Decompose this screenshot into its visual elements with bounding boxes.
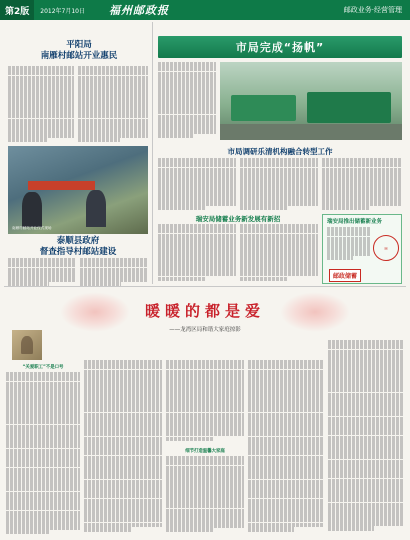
feature-heading: [110, 300, 300, 356]
delivery-headline: 市局完成“扬帆”: [158, 36, 402, 58]
pingyang-photo: [8, 146, 148, 234]
savings-promo-box: [322, 214, 402, 284]
feature-subhead-care: “关爱职工”不是口号: [22, 365, 64, 370]
pingyang-photo-caption: 南雁村邮站开业仪式现场: [12, 226, 52, 230]
page-label: 第2版: [0, 0, 34, 20]
pingyang-headline-line1: 平阳局: [66, 40, 92, 50]
postal-savings-logo: 邮政储蓄: [329, 269, 361, 282]
pingyang-headline: [10, 40, 148, 61]
feature-title: 暖暖的都是爱: [144, 302, 265, 320]
feature-col5: [328, 340, 404, 536]
delivery-photo: [220, 62, 402, 140]
feature-subhead-detail: 细节打造温馨大家庭: [185, 449, 225, 454]
pingyang-body-col2: [78, 66, 148, 144]
taishun-headline-line1: 泰顺县政府: [56, 236, 100, 246]
postal-stamp-icon: ✉: [373, 235, 399, 261]
feature-col3-top: [166, 360, 244, 444]
taishun-body-col2: [80, 258, 148, 286]
savings-promo-body: [327, 227, 371, 263]
taishun-headline: [8, 236, 148, 257]
logistics-headline: 市局调研乐清机构融合转型工作: [227, 147, 333, 156]
pingyang-body-col1: [8, 66, 74, 144]
feature-col1: [6, 372, 80, 536]
feature-subtitle: ——龙湾区局和谐大家庭掠影: [169, 327, 241, 333]
delivery-body: [158, 62, 216, 140]
paper-name: 福州邮政报: [109, 4, 169, 17]
logistics-body-col1: [158, 158, 236, 210]
savings-promo-title: 瑞安局推出储蓄新业务: [327, 219, 383, 225]
ruian-headline: 瑞安局储蓄业务新发展有新招: [195, 215, 281, 223]
masthead: [0, 0, 410, 20]
column-divider: [152, 22, 153, 284]
feature-col2: [84, 360, 162, 536]
feature-col4: [248, 360, 324, 536]
issue-date: 2012年7月10日: [40, 7, 85, 15]
section-name: 邮政业务·经营管理: [343, 6, 402, 14]
pingyang-headline-line2: 南雁村邮站开业惠民: [40, 50, 118, 61]
ruian-body-col2: [240, 224, 318, 284]
logistics-body-col3: [322, 158, 402, 210]
section-divider: [4, 286, 406, 287]
feature-inset-photo: [12, 330, 42, 360]
logistics-body-col2: [240, 158, 318, 210]
feature-col3-bottom: [166, 456, 244, 536]
ruian-body-col1: [158, 224, 236, 284]
taishun-headline-line2: 督查指导村邮站建设: [39, 246, 117, 257]
taishun-body-col1: [8, 258, 76, 286]
